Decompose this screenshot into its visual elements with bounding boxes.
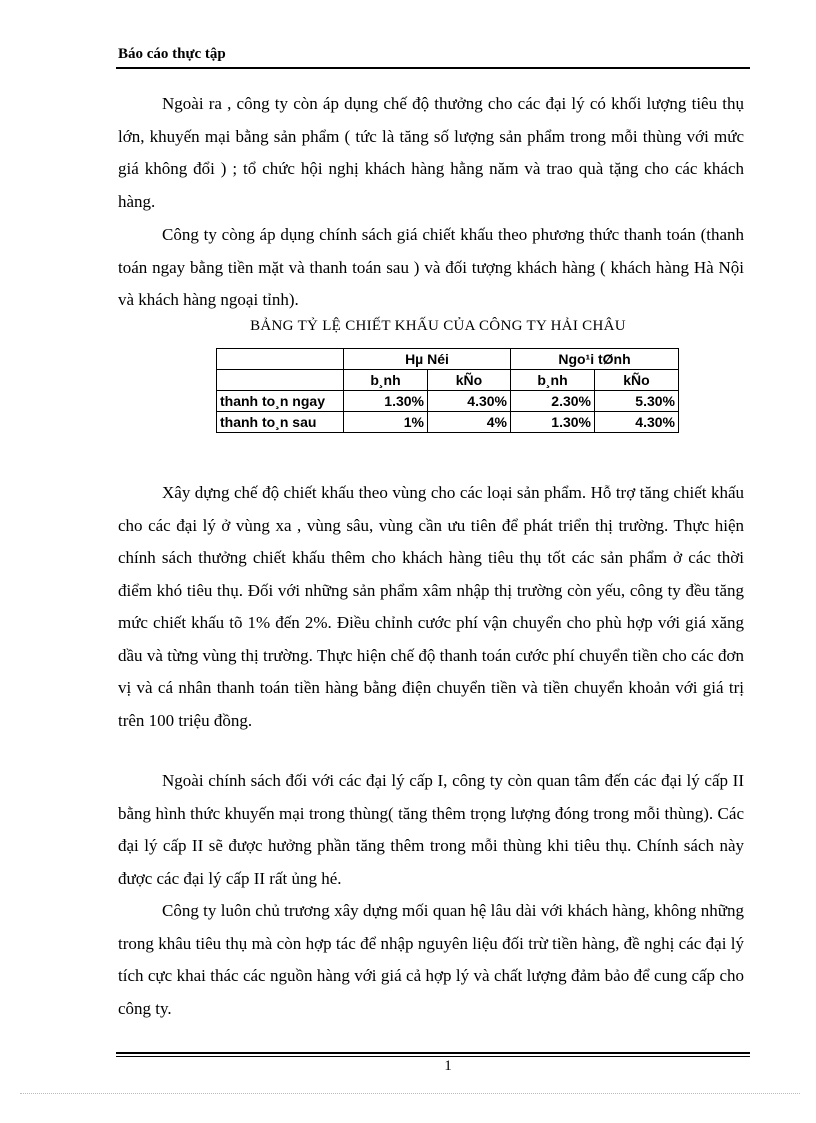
table-title: BẢNG TỶ LỆ CHIẾT KHẤU CỦA CÔNG TY HẢI CHÂU — [250, 318, 626, 334]
footer-rule-thin — [116, 1056, 750, 1057]
paragraph-3: Xây dựng chế độ chiết khấu theo vùng cho các loại sản phẩm. Hỗ trợ tăng chiết khấu cho các đại lý ở vùng xa , vùng sâu, vùng cần ưu tiên để phát triển thị trường. Thực hiện chính sách thưởng chiết khấu thêm cho khách hàng tiêu thụ tốt các sản phẩm ở các thời điểm khó tiêu thụ. Đối với những sản phẩm xâm nhập thị trường còn yếu, công ty đều tăng mức chiết khấu tõ 1% đến 2%. Điều chỉnh cước phí vận chuyển cho phù hợp với giá xăng dầu và từng vùng thị trường. Thực hiện chế độ thanh toán cước phí chuyển tiền cho các đơn vị và cá nhân thanh toán tiền hàng bằng điện chuyển tiền và tiền chuyển khoản với giá trị trên 100 triệu đồng. — [118, 483, 744, 730]
table-cell: 4.30% — [595, 412, 679, 433]
col-hanoi-banh: b¸nh — [344, 370, 428, 391]
table-subheader-blank — [217, 370, 344, 391]
paragraph-4: Ngoài chính sách đối với các đại lý cấp I, công ty còn quan tâm đến các đại lý cấp II bằng hình thức khuyến mại trong thùng( tăng thêm trọng lượng đóng trong mỗi thùng). Các đại lý cấp II sẽ được hưởng phần tăng thêm trong mỗi thùng khi tiêu thụ. Chính sách này được các đại lý cấp II rất ủng hé. — [118, 771, 744, 888]
col-group-hanoi: Hµ Néi — [344, 349, 511, 370]
table-cell: 1% — [344, 412, 428, 433]
table-row — [217, 391, 679, 412]
table-cell: 2.30% — [511, 391, 595, 412]
table-header-row — [217, 349, 679, 370]
paragraph-1: Ngoài ra , công ty còn áp dụng chế độ thưởng cho các đại lý có khối lượng tiêu thụ lớn, khuyến mại bằng sản phẩm ( tức là tăng số lượng sản phẩm trong mỗi thùng với mức giá không đổi ) ; tổ chức hội nghị khách hàng hằng năm và trao quà tặng cho các khách hàng. — [118, 94, 744, 211]
page-number: 1 — [444, 1058, 452, 1074]
table-cell: 1.30% — [511, 412, 595, 433]
table-row — [217, 412, 679, 433]
row-label: thanh to¸n ngay — [217, 391, 344, 412]
footer-rule — [116, 1052, 750, 1054]
col-ngoai-banh: b¸nh — [511, 370, 595, 391]
page-header-title: Báo cáo thực tập — [118, 46, 226, 62]
table-cell: 4.30% — [428, 391, 511, 412]
paragraph-5: Công ty luôn chủ trương xây dựng mối quan hệ lâu dài với khách hàng, không những trong khâu tiêu thụ mà còn hợp tác để nhập nguyên liệu đối trừ tiền hàng, đề nghị các đại lý tích cực khai thác các nguồn hàng với giá cả hợp lý và chất lượng đảm bảo để cung cấp cho công ty. — [118, 901, 744, 1018]
col-ngoai-keo: kÑo — [595, 370, 679, 391]
row-label: thanh to¸n sau — [217, 412, 344, 433]
table-cell: 5.30% — [595, 391, 679, 412]
table-corner-cell — [217, 349, 344, 370]
header-rule — [116, 67, 750, 69]
col-group-ngoai-tinh: Ngo¹i tØnh — [511, 349, 679, 370]
discount-table — [216, 348, 679, 433]
col-hanoi-keo: kÑo — [428, 370, 511, 391]
table-subheader-row — [217, 370, 679, 391]
table-cell: 4% — [428, 412, 511, 433]
page-bottom-dotted-line — [20, 1093, 800, 1094]
table-cell: 1.30% — [344, 391, 428, 412]
paragraph-2: Công ty còng áp dụng chính sách giá chiết khấu theo phương thức thanh toán (thanh toán ngay bằng tiền mặt và thanh toán sau ) và đối tượng khách hàng ( khách hàng Hà Nội và khách hàng ngoại tỉnh). — [118, 225, 744, 309]
